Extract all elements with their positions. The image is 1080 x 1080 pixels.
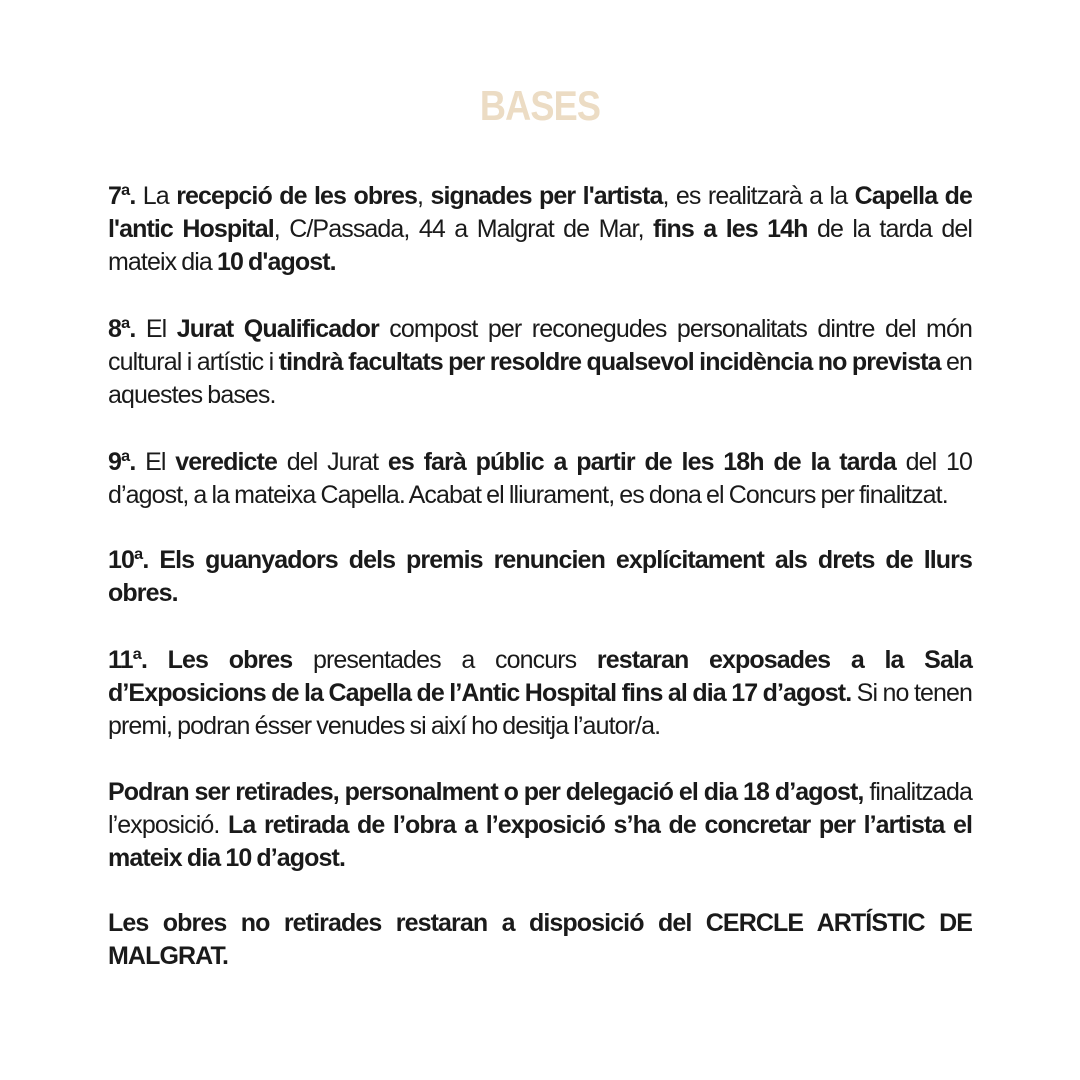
text-run-bold: restaran exposades a la Sala d’Exposicions de la Capella de l’Antic Hospital fins al dia 17 d’agost.	[108, 646, 973, 707]
text-run: presentades a concurs	[292, 646, 597, 674]
text-run: del Jurat	[276, 448, 388, 476]
text-run: , C/Passada, 44 a Malgrat de Mar,	[273, 215, 654, 243]
paragraph-no-retirades	[108, 907, 972, 973]
text-run-bold: 8ª.	[108, 315, 136, 343]
paragraph-retirada	[108, 776, 972, 875]
text-run: El	[135, 448, 176, 476]
text-run: de la tarda del mateix dia	[108, 215, 972, 276]
text-run-bold: fins a les 14h	[653, 215, 808, 243]
text-run-bold: 7ª.	[108, 182, 136, 210]
text-run: finalitzada l’exposició.	[108, 778, 972, 839]
page-title: BASES	[479, 82, 601, 129]
text-run: , es realitzarà a la	[662, 182, 855, 210]
text-run-bold: Jurat Qualificador	[176, 315, 379, 343]
text-run-bold: es farà públic a partir de les 18h de la tarda	[387, 448, 896, 476]
text-run-bold: veredicte	[175, 448, 277, 476]
text-run-bold: 10 d'agost.	[217, 248, 336, 276]
paragraph-base-7	[108, 180, 972, 279]
text-run: ,	[417, 182, 431, 210]
text-run-bold: Podran ser retirades, personalment o per delegació el dia 18 d’agost,	[108, 778, 864, 806]
paragraph-base-8	[108, 313, 972, 412]
text-run-bold: Les obres no retirades restaran a disposició del CERCLE ARTÍSTIC DE MALGRAT.	[108, 909, 972, 970]
text-run-bold: 9ª.	[108, 448, 136, 476]
paragraph-base-9	[108, 446, 972, 512]
text-run: en aquestes bases.	[108, 348, 972, 409]
text-run-bold: tindrà facultats per resoldre qualsevol incidència no prevista	[278, 348, 941, 376]
text-run-bold: 11ª. Les obres	[108, 646, 293, 674]
text-run-bold: recepció de les obres	[176, 182, 418, 210]
text-run-bold: signades per l'artista	[430, 182, 663, 210]
text-run: compost per reconegudes personalitats dintre del món cultural i artístic i	[108, 315, 972, 376]
text-run: La	[135, 182, 177, 210]
text-run: El	[135, 315, 177, 343]
paragraph-base-11	[108, 644, 972, 743]
text-run-bold: Capella de l'antic Hospital	[108, 182, 972, 243]
paragraph-base-10	[108, 544, 972, 610]
text-run-bold: La retirada de l’obra a l’exposició s’ha de concretar per l’artista el mateix dia 10 d’agost.	[108, 811, 972, 872]
text-run-bold: 10ª. Els guanyadors dels premis renuncien explícitament als drets de llurs obres.	[108, 546, 972, 607]
text-run: del 10 d’agost, a la mateixa Capella. Acabat el lliurament, es dona el Concurs per finalitzat.	[108, 448, 972, 509]
text-run: Si no tenen premi, podran ésser venudes si així ho desitja l’autor/a.	[108, 679, 973, 740]
